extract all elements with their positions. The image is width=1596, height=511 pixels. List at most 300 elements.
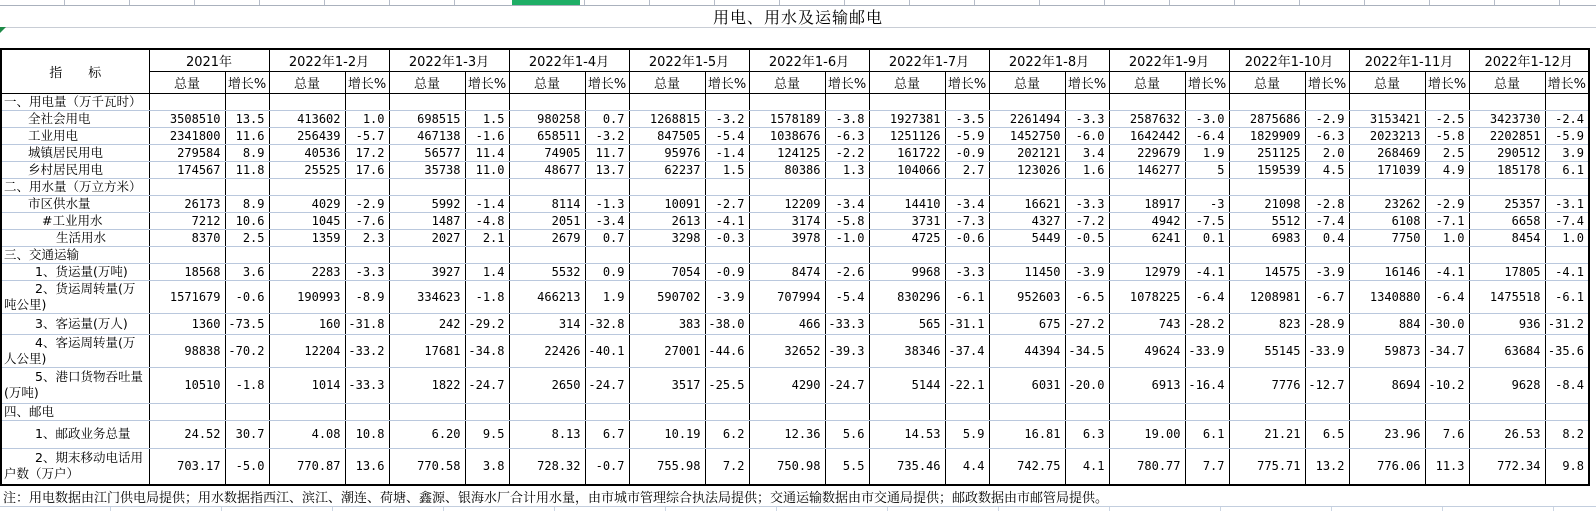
growth-value-cell[interactable]: 3.4 [1065, 144, 1109, 161]
total-subheader-cell[interactable]: 总量 [989, 71, 1065, 93]
total-value-cell[interactable]: 735.46 [869, 448, 945, 485]
growth-value-cell[interactable]: -3.5 [945, 110, 989, 127]
growth-value-cell[interactable]: -33.3 [825, 313, 869, 334]
row-label-cell[interactable]: 1、货运量(万吨) [1, 263, 149, 280]
growth-value-cell[interactable]: -6.4 [1185, 280, 1229, 313]
total-value-cell[interactable]: 23262 [1349, 195, 1425, 212]
total-value-cell[interactable]: 19.00 [1109, 420, 1185, 448]
total-value-cell[interactable] [509, 178, 585, 195]
growth-value-cell[interactable]: -0.5 [1065, 229, 1109, 246]
total-value-cell[interactable]: 161722 [869, 144, 945, 161]
growth-value-cell[interactable]: -5.4 [705, 127, 749, 144]
growth-value-cell[interactable]: 13.6 [345, 448, 389, 485]
growth-value-cell[interactable]: -5.8 [1425, 127, 1469, 144]
total-value-cell[interactable]: 6658 [1469, 212, 1545, 229]
growth-value-cell[interactable]: -6.1 [945, 280, 989, 313]
total-value-cell[interactable] [509, 246, 585, 263]
growth-value-cell[interactable] [1305, 246, 1349, 263]
period-header-cell[interactable]: 2022年1-2月 [269, 49, 389, 71]
growth-value-cell[interactable] [1425, 93, 1469, 110]
indicator-header-cell[interactable]: 指 标 [1, 49, 149, 93]
growth-value-cell[interactable]: -34.7 [1425, 334, 1469, 367]
total-value-cell[interactable] [1469, 246, 1545, 263]
total-value-cell[interactable]: 3153421 [1349, 110, 1425, 127]
total-value-cell[interactable]: 16.81 [989, 420, 1065, 448]
growth-value-cell[interactable]: -5.8 [825, 212, 869, 229]
growth-value-cell[interactable] [1065, 246, 1109, 263]
growth-value-cell[interactable]: 6.2 [705, 420, 749, 448]
growth-value-cell[interactable]: -24.7 [825, 367, 869, 403]
total-value-cell[interactable]: 1359 [269, 229, 345, 246]
total-value-cell[interactable]: 95976 [629, 144, 705, 161]
growth-value-cell[interactable]: 6.5 [1305, 420, 1349, 448]
total-value-cell[interactable]: 1208981 [1229, 280, 1305, 313]
total-value-cell[interactable]: 2587632 [1109, 110, 1185, 127]
total-value-cell[interactable]: 22426 [509, 334, 585, 367]
total-value-cell[interactable]: 268469 [1349, 144, 1425, 161]
total-value-cell[interactable]: 2051 [509, 212, 585, 229]
growth-value-cell[interactable]: -3.4 [825, 195, 869, 212]
growth-value-cell[interactable]: -1.4 [465, 195, 509, 212]
growth-value-cell[interactable]: -0.6 [225, 280, 269, 313]
total-value-cell[interactable] [389, 246, 465, 263]
growth-value-cell[interactable]: -29.2 [465, 313, 509, 334]
growth-value-cell[interactable] [345, 93, 389, 110]
growth-value-cell[interactable] [225, 403, 269, 420]
growth-value-cell[interactable]: 5.9 [945, 420, 989, 448]
growth-value-cell[interactable] [1425, 246, 1469, 263]
total-value-cell[interactable] [1229, 403, 1305, 420]
growth-value-cell[interactable] [705, 178, 749, 195]
growth-value-cell[interactable]: 2.5 [225, 229, 269, 246]
total-value-cell[interactable]: 251125 [1229, 144, 1305, 161]
total-value-cell[interactable]: 190993 [269, 280, 345, 313]
row-label-cell[interactable]: 1、邮政业务总量 [1, 420, 149, 448]
total-value-cell[interactable]: 80386 [749, 161, 825, 178]
total-subheader-cell[interactable]: 总量 [1229, 71, 1305, 93]
total-value-cell[interactable]: 21098 [1229, 195, 1305, 212]
growth-value-cell[interactable] [465, 246, 509, 263]
growth-value-cell[interactable]: -3.2 [705, 110, 749, 127]
total-value-cell[interactable]: 146277 [1109, 161, 1185, 178]
growth-value-cell[interactable]: 6.3 [1065, 420, 1109, 448]
total-subheader-cell[interactable]: 总量 [869, 71, 945, 93]
total-value-cell[interactable]: 10.19 [629, 420, 705, 448]
growth-value-cell[interactable]: -22.1 [945, 367, 989, 403]
total-value-cell[interactable]: 35738 [389, 161, 465, 178]
total-value-cell[interactable]: 2341800 [149, 127, 225, 144]
growth-value-cell[interactable]: -6.4 [1425, 280, 1469, 313]
total-value-cell[interactable]: 40536 [269, 144, 345, 161]
row-label-cell[interactable]: 城镇居民用电 [1, 144, 149, 161]
growth-value-cell[interactable]: -4.8 [465, 212, 509, 229]
total-value-cell[interactable]: 44394 [989, 334, 1065, 367]
growth-value-cell[interactable]: 1.3 [825, 161, 869, 178]
growth-value-cell[interactable]: -3 [1185, 195, 1229, 212]
growth-value-cell[interactable]: 11.8 [225, 161, 269, 178]
growth-value-cell[interactable]: -2.2 [825, 144, 869, 161]
period-header-cell[interactable]: 2022年1-10月 [1229, 49, 1349, 71]
total-value-cell[interactable]: 6.20 [389, 420, 465, 448]
total-value-cell[interactable]: 413602 [269, 110, 345, 127]
growth-value-cell[interactable]: 9.8 [1545, 448, 1589, 485]
growth-value-cell[interactable] [1065, 178, 1109, 195]
growth-value-cell[interactable] [1185, 246, 1229, 263]
growth-value-cell[interactable]: -7.1 [1425, 212, 1469, 229]
total-value-cell[interactable] [749, 178, 825, 195]
total-value-cell[interactable] [1349, 93, 1425, 110]
total-subheader-cell[interactable]: 总量 [149, 71, 225, 93]
total-value-cell[interactable]: 17681 [389, 334, 465, 367]
total-value-cell[interactable]: 1452750 [989, 127, 1065, 144]
growth-value-cell[interactable] [705, 403, 749, 420]
total-value-cell[interactable]: 467138 [389, 127, 465, 144]
growth-value-cell[interactable]: -3.9 [705, 280, 749, 313]
growth-value-cell[interactable]: -6.0 [1065, 127, 1109, 144]
growth-value-cell[interactable]: -3.9 [1305, 263, 1349, 280]
total-value-cell[interactable]: 7212 [149, 212, 225, 229]
growth-value-cell[interactable]: -37.4 [945, 334, 989, 367]
growth-value-cell[interactable]: -24.7 [585, 367, 629, 403]
growth-value-cell[interactable]: -3.3 [1065, 110, 1109, 127]
total-value-cell[interactable]: 2027 [389, 229, 465, 246]
total-value-cell[interactable]: 5992 [389, 195, 465, 212]
total-subheader-cell[interactable]: 总量 [389, 71, 465, 93]
row-label-cell[interactable]: 2、货运周转量(万吨公里) [1, 280, 149, 313]
growth-value-cell[interactable]: 4.1 [1065, 448, 1109, 485]
total-value-cell[interactable]: 12.36 [749, 420, 825, 448]
growth-value-cell[interactable]: 7.7 [1185, 448, 1229, 485]
growth-value-cell[interactable] [705, 93, 749, 110]
growth-value-cell[interactable]: -4.1 [1545, 263, 1589, 280]
total-value-cell[interactable]: 74905 [509, 144, 585, 161]
growth-value-cell[interactable]: 10.8 [345, 420, 389, 448]
growth-value-cell[interactable]: -31.8 [345, 313, 389, 334]
growth-value-cell[interactable] [1065, 403, 1109, 420]
total-value-cell[interactable]: 658511 [509, 127, 585, 144]
growth-value-cell[interactable]: 3.8 [465, 448, 509, 485]
total-value-cell[interactable]: 6913 [1109, 367, 1185, 403]
growth-value-cell[interactable] [1305, 403, 1349, 420]
total-value-cell[interactable]: 780.77 [1109, 448, 1185, 485]
total-value-cell[interactable]: 1014 [269, 367, 345, 403]
total-value-cell[interactable]: 171039 [1349, 161, 1425, 178]
total-value-cell[interactable]: 3174 [749, 212, 825, 229]
total-value-cell[interactable] [989, 93, 1065, 110]
growth-value-cell[interactable]: -7.4 [1545, 212, 1589, 229]
row-label-cell[interactable]: 3、客运量(万人) [1, 313, 149, 334]
total-value-cell[interactable]: 698515 [389, 110, 465, 127]
growth-value-cell[interactable]: -8.4 [1545, 367, 1589, 403]
total-value-cell[interactable]: 55145 [1229, 334, 1305, 367]
period-header-cell[interactable]: 2022年1-12月 [1469, 49, 1589, 71]
total-value-cell[interactable] [869, 93, 945, 110]
growth-value-cell[interactable] [825, 178, 869, 195]
total-value-cell[interactable]: 1038676 [749, 127, 825, 144]
growth-value-cell[interactable] [465, 178, 509, 195]
growth-subheader-cell[interactable]: 增长% [825, 71, 869, 93]
total-value-cell[interactable] [629, 246, 705, 263]
total-value-cell[interactable] [269, 403, 345, 420]
total-value-cell[interactable]: 3508510 [149, 110, 225, 127]
total-value-cell[interactable]: 4290 [749, 367, 825, 403]
growth-value-cell[interactable]: -5.7 [345, 127, 389, 144]
total-value-cell[interactable]: 847505 [629, 127, 705, 144]
growth-value-cell[interactable]: -6.3 [825, 127, 869, 144]
growth-value-cell[interactable]: 11.4 [465, 144, 509, 161]
growth-value-cell[interactable] [705, 246, 749, 263]
total-value-cell[interactable]: 279584 [149, 144, 225, 161]
growth-value-cell[interactable]: -5.0 [225, 448, 269, 485]
total-value-cell[interactable]: 742.75 [989, 448, 1065, 485]
total-value-cell[interactable]: 10091 [629, 195, 705, 212]
growth-value-cell[interactable] [585, 93, 629, 110]
growth-value-cell[interactable] [1185, 93, 1229, 110]
total-value-cell[interactable]: 26173 [149, 195, 225, 212]
total-value-cell[interactable] [509, 403, 585, 420]
row-label-cell[interactable]: 5、港口货物吞吐量(万吨) [1, 367, 149, 403]
total-value-cell[interactable]: 1927381 [869, 110, 945, 127]
growth-value-cell[interactable]: -1.3 [585, 195, 629, 212]
growth-subheader-cell[interactable]: 增长% [945, 71, 989, 93]
growth-subheader-cell[interactable]: 增长% [1425, 71, 1469, 93]
growth-value-cell[interactable]: 13.5 [225, 110, 269, 127]
total-value-cell[interactable]: 1642442 [1109, 127, 1185, 144]
total-value-cell[interactable] [389, 403, 465, 420]
growth-value-cell[interactable]: 2.7 [945, 161, 989, 178]
total-value-cell[interactable]: 4.08 [269, 420, 345, 448]
period-header-cell[interactable]: 2022年1-7月 [869, 49, 989, 71]
growth-value-cell[interactable]: -34.5 [1065, 334, 1109, 367]
total-value-cell[interactable]: 38346 [869, 334, 945, 367]
growth-value-cell[interactable] [225, 246, 269, 263]
growth-value-cell[interactable] [585, 178, 629, 195]
total-value-cell[interactable]: 10510 [149, 367, 225, 403]
total-value-cell[interactable] [149, 246, 225, 263]
row-label-cell[interactable]: #工业用水 [1, 212, 149, 229]
growth-value-cell[interactable]: -3.4 [945, 195, 989, 212]
row-label-cell[interactable]: 生活用水 [1, 229, 149, 246]
growth-value-cell[interactable]: 1.5 [465, 110, 509, 127]
total-value-cell[interactable] [149, 178, 225, 195]
total-value-cell[interactable]: 8114 [509, 195, 585, 212]
growth-subheader-cell[interactable]: 增长% [705, 71, 749, 93]
total-value-cell[interactable] [269, 93, 345, 110]
growth-value-cell[interactable]: 2.1 [465, 229, 509, 246]
total-value-cell[interactable] [1469, 403, 1545, 420]
total-value-cell[interactable]: 1360 [149, 313, 225, 334]
growth-value-cell[interactable]: 9.5 [465, 420, 509, 448]
growth-value-cell[interactable]: -5.9 [1545, 127, 1589, 144]
growth-value-cell[interactable]: -0.7 [585, 448, 629, 485]
total-value-cell[interactable]: 5532 [509, 263, 585, 280]
growth-value-cell[interactable]: -31.2 [1545, 313, 1589, 334]
growth-value-cell[interactable]: -4.1 [1185, 263, 1229, 280]
total-value-cell[interactable] [629, 178, 705, 195]
total-value-cell[interactable]: 2613 [629, 212, 705, 229]
row-label-cell[interactable]: 四、邮电 [1, 403, 149, 420]
period-header-cell[interactable]: 2022年1-8月 [989, 49, 1109, 71]
total-value-cell[interactable]: 2023213 [1349, 127, 1425, 144]
total-value-cell[interactable]: 98838 [149, 334, 225, 367]
total-value-cell[interactable]: 7750 [1349, 229, 1425, 246]
growth-value-cell[interactable]: -1.4 [705, 144, 749, 161]
growth-value-cell[interactable]: 3.6 [225, 263, 269, 280]
total-value-cell[interactable]: 6241 [1109, 229, 1185, 246]
growth-value-cell[interactable] [1545, 93, 1589, 110]
total-value-cell[interactable]: 16146 [1349, 263, 1425, 280]
row-label-cell[interactable]: 一、用电量（万千瓦时） [1, 93, 149, 110]
growth-value-cell[interactable]: -27.2 [1065, 313, 1109, 334]
growth-value-cell[interactable]: -4.1 [705, 212, 749, 229]
total-value-cell[interactable]: 6108 [1349, 212, 1425, 229]
growth-value-cell[interactable]: -1.8 [225, 367, 269, 403]
growth-value-cell[interactable] [1545, 403, 1589, 420]
total-value-cell[interactable]: 884 [1349, 313, 1425, 334]
total-value-cell[interactable]: 174567 [149, 161, 225, 178]
total-value-cell[interactable]: 2650 [509, 367, 585, 403]
growth-value-cell[interactable]: -39.3 [825, 334, 869, 367]
total-value-cell[interactable]: 202121 [989, 144, 1065, 161]
total-value-cell[interactable]: 8474 [749, 263, 825, 280]
growth-value-cell[interactable]: 6.1 [1185, 420, 1229, 448]
growth-value-cell[interactable]: -3.8 [825, 110, 869, 127]
growth-value-cell[interactable]: -38.0 [705, 313, 749, 334]
total-value-cell[interactable]: 12204 [269, 334, 345, 367]
growth-value-cell[interactable]: -44.6 [705, 334, 749, 367]
total-value-cell[interactable]: 14.53 [869, 420, 945, 448]
growth-value-cell[interactable]: 5 [1185, 161, 1229, 178]
growth-value-cell[interactable]: -2.5 [1425, 110, 1469, 127]
total-value-cell[interactable]: 936 [1469, 313, 1545, 334]
growth-value-cell[interactable]: 4.5 [1305, 161, 1349, 178]
total-value-cell[interactable]: 728.32 [509, 448, 585, 485]
growth-value-cell[interactable]: -3.4 [585, 212, 629, 229]
growth-value-cell[interactable]: -1.8 [465, 280, 509, 313]
growth-value-cell[interactable]: 8.2 [1545, 420, 1589, 448]
total-value-cell[interactable]: 2283 [269, 263, 345, 280]
total-value-cell[interactable] [269, 178, 345, 195]
growth-value-cell[interactable]: 0.4 [1305, 229, 1349, 246]
total-value-cell[interactable]: 4725 [869, 229, 945, 246]
total-value-cell[interactable] [509, 93, 585, 110]
growth-value-cell[interactable]: -6.5 [1065, 280, 1109, 313]
total-value-cell[interactable]: 6983 [1229, 229, 1305, 246]
growth-value-cell[interactable]: 0.1 [1185, 229, 1229, 246]
total-value-cell[interactable]: 1268815 [629, 110, 705, 127]
total-value-cell[interactable]: 3423730 [1469, 110, 1545, 127]
growth-subheader-cell[interactable]: 增长% [465, 71, 509, 93]
growth-value-cell[interactable]: -3.2 [585, 127, 629, 144]
growth-value-cell[interactable]: -31.1 [945, 313, 989, 334]
total-value-cell[interactable]: 56577 [389, 144, 465, 161]
total-value-cell[interactable] [629, 93, 705, 110]
growth-value-cell[interactable] [945, 246, 989, 263]
total-value-cell[interactable] [149, 93, 225, 110]
title-row[interactable] [0, 6, 1596, 28]
growth-value-cell[interactable] [1305, 178, 1349, 195]
growth-value-cell[interactable]: -33.2 [345, 334, 389, 367]
growth-value-cell[interactable]: -40.1 [585, 334, 629, 367]
growth-value-cell[interactable]: 2.3 [345, 229, 389, 246]
total-value-cell[interactable] [989, 403, 1065, 420]
growth-value-cell[interactable] [1305, 93, 1349, 110]
growth-value-cell[interactable]: 4.4 [945, 448, 989, 485]
growth-value-cell[interactable]: -0.9 [705, 263, 749, 280]
total-subheader-cell[interactable]: 总量 [1109, 71, 1185, 93]
growth-value-cell[interactable] [1425, 178, 1469, 195]
total-subheader-cell[interactable]: 总量 [629, 71, 705, 93]
total-value-cell[interactable]: 124125 [749, 144, 825, 161]
total-value-cell[interactable]: 159539 [1229, 161, 1305, 178]
total-value-cell[interactable]: 2202851 [1469, 127, 1545, 144]
growth-value-cell[interactable]: -2.8 [1305, 195, 1349, 212]
growth-value-cell[interactable]: 11.6 [225, 127, 269, 144]
total-value-cell[interactable]: 59873 [1349, 334, 1425, 367]
growth-value-cell[interactable]: -28.2 [1185, 313, 1229, 334]
growth-value-cell[interactable]: -24.7 [465, 367, 509, 403]
growth-value-cell[interactable]: -12.7 [1305, 367, 1349, 403]
growth-value-cell[interactable]: -7.2 [1065, 212, 1109, 229]
total-value-cell[interactable]: 123026 [989, 161, 1065, 178]
growth-value-cell[interactable]: 17.6 [345, 161, 389, 178]
growth-value-cell[interactable]: 11.3 [1425, 448, 1469, 485]
growth-value-cell[interactable] [1425, 403, 1469, 420]
growth-value-cell[interactable]: -28.9 [1305, 313, 1349, 334]
total-value-cell[interactable]: 823 [1229, 313, 1305, 334]
growth-value-cell[interactable] [1545, 246, 1589, 263]
total-value-cell[interactable]: 256439 [269, 127, 345, 144]
total-value-cell[interactable]: 743 [1109, 313, 1185, 334]
growth-value-cell[interactable]: -7.5 [1185, 212, 1229, 229]
total-value-cell[interactable] [1229, 93, 1305, 110]
growth-value-cell[interactable]: -3.1 [1545, 195, 1589, 212]
total-value-cell[interactable]: 242 [389, 313, 465, 334]
growth-value-cell[interactable]: 13.2 [1305, 448, 1349, 485]
total-value-cell[interactable]: 314 [509, 313, 585, 334]
growth-value-cell[interactable]: -73.5 [225, 313, 269, 334]
growth-value-cell[interactable]: 1.5 [705, 161, 749, 178]
growth-value-cell[interactable]: 8.9 [225, 195, 269, 212]
growth-value-cell[interactable]: 0.7 [585, 229, 629, 246]
total-value-cell[interactable]: 17805 [1469, 263, 1545, 280]
total-value-cell[interactable]: 775.71 [1229, 448, 1305, 485]
growth-value-cell[interactable]: 1.4 [465, 263, 509, 280]
growth-value-cell[interactable]: -33.9 [1185, 334, 1229, 367]
period-header-cell[interactable]: 2022年1-5月 [629, 49, 749, 71]
row-label-cell[interactable]: 4、客运周转量(万人公里) [1, 334, 149, 367]
total-value-cell[interactable]: 63684 [1469, 334, 1545, 367]
row-label-cell[interactable]: 三、交通运输 [1, 246, 149, 263]
total-value-cell[interactable]: 4029 [269, 195, 345, 212]
total-value-cell[interactable]: 466213 [509, 280, 585, 313]
growth-value-cell[interactable]: 10.6 [225, 212, 269, 229]
growth-value-cell[interactable]: 1.9 [1185, 144, 1229, 161]
total-value-cell[interactable]: 7054 [629, 263, 705, 280]
growth-value-cell[interactable]: -33.3 [345, 367, 389, 403]
growth-value-cell[interactable]: -6.1 [1545, 280, 1589, 313]
growth-value-cell[interactable]: -7.6 [345, 212, 389, 229]
growth-value-cell[interactable]: -2.9 [1305, 110, 1349, 127]
growth-value-cell[interactable] [345, 246, 389, 263]
total-subheader-cell[interactable]: 总量 [749, 71, 825, 93]
growth-value-cell[interactable]: -2.9 [1425, 195, 1469, 212]
total-value-cell[interactable] [1109, 178, 1185, 195]
total-value-cell[interactable] [1109, 246, 1185, 263]
total-value-cell[interactable]: 104066 [869, 161, 945, 178]
growth-value-cell[interactable]: -6.4 [1185, 127, 1229, 144]
total-subheader-cell[interactable]: 总量 [509, 71, 585, 93]
